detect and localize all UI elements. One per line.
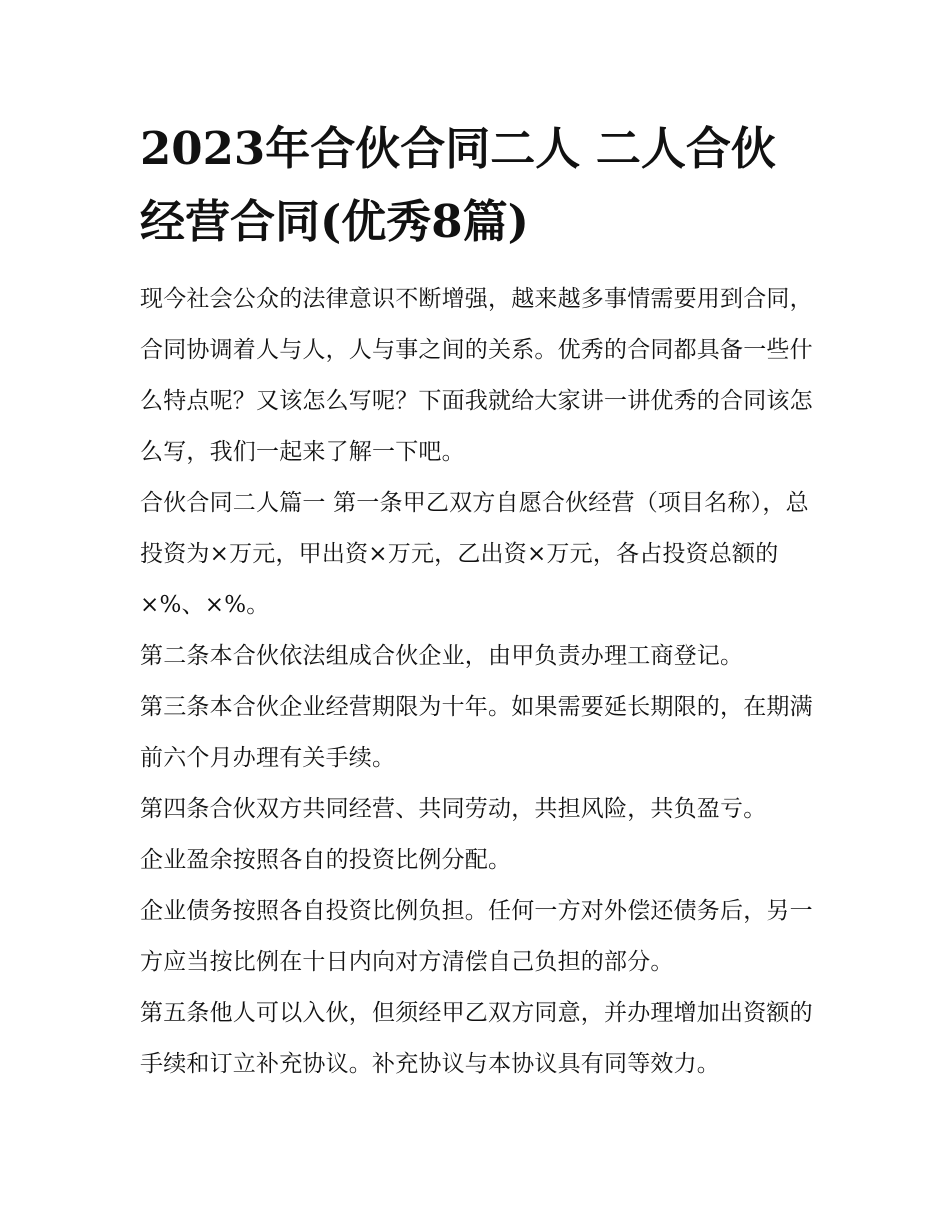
document-page xyxy=(140,112,820,1090)
article-1-paragraph: 合伙合同二人篇一 第一条甲乙双方自愿合伙经营（项目名称），总投资为×万元，甲出资×万元，乙出资×万元，各占投资总额的×%、×%。 xyxy=(140,490,809,618)
article-3-paragraph: 第三条本合伙企业经营期限为十年。如果需要延长期限的，在期满前六个月办理有关手续。 xyxy=(140,694,813,771)
profit-distribution-paragraph: 企业盈余按照各自的投资比例分配。 xyxy=(140,847,512,873)
intro-paragraph: 现今社会公众的法律意识不断增强，越来越多事情需要用到合同，合同协调着人与人，人与事之间的关系。优秀的合同都具备一些什么特点呢？又该怎么写呢？下面我就给大家讲一讲优秀的合同该怎么写，我们一起来了解一下吧。 xyxy=(140,286,813,465)
article-2-paragraph: 第二条本合伙依法组成合伙企业，由甲负责办理工商登记。 xyxy=(140,643,744,669)
debt-allocation-paragraph: 企业债务按照各自投资比例负担。任何一方对外偿还债务后，另一方应当按比例在十日内向对方清偿自己负担的部分。 xyxy=(140,898,813,975)
article-4-paragraph: 第四条合伙双方共同经营、共同劳动，共担风险，共负盈亏。 xyxy=(140,796,767,822)
document-title: 2023年合伙合同二人 二人合伙经营合同(优秀8篇) xyxy=(140,122,776,248)
article-5-paragraph: 第五条他人可以入伙，但须经甲乙双方同意，并办理增加出资额的手续和订立补充协议。补充协议与本协议具有同等效力。 xyxy=(140,1000,813,1077)
